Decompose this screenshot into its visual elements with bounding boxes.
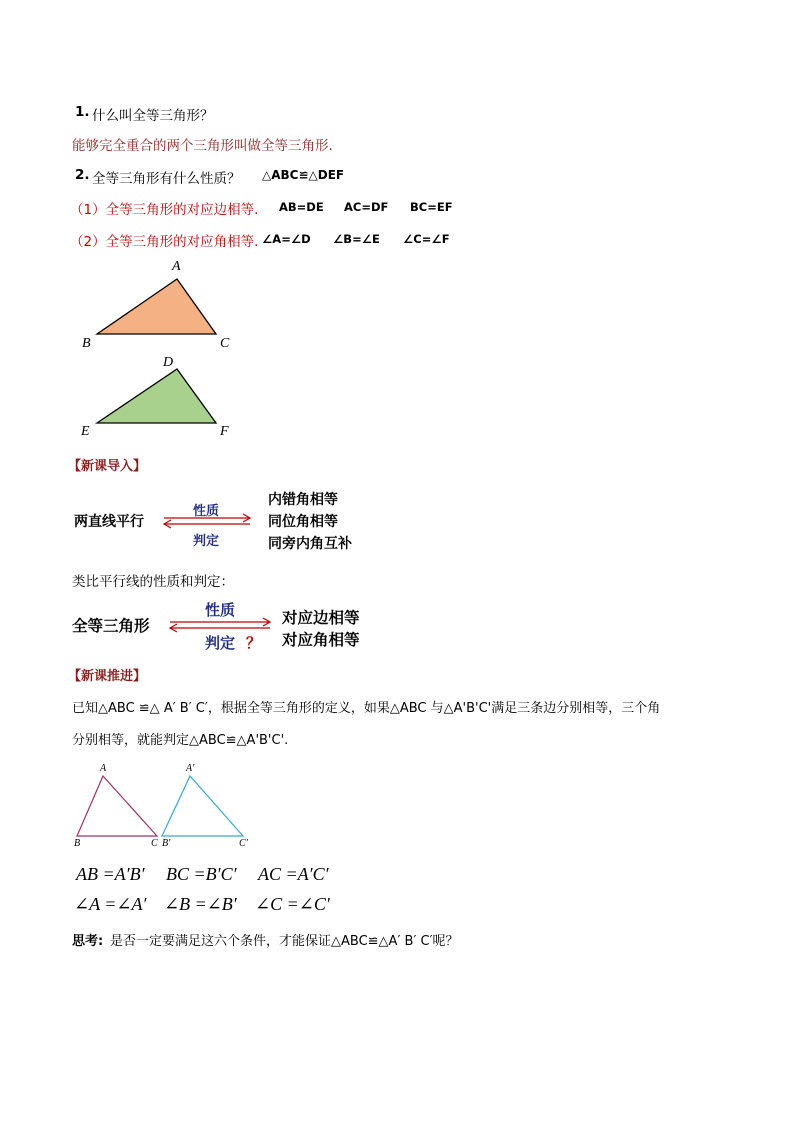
- diagram1-bottom-label: 判定: [193, 534, 220, 549]
- prop2-eq3: ∠C=∠F: [403, 232, 450, 246]
- prop1-label: （1）全等三角形的对应边相等.: [70, 202, 259, 218]
- q2-relation: △ABC≌△DEF: [262, 168, 345, 182]
- vertex-label-b: B: [82, 336, 91, 351]
- section-new-lesson-advance: 【新课推进】: [68, 669, 147, 684]
- prop2-label: （2）全等三角形的对应角相等.: [70, 234, 259, 250]
- section-new-lesson-intro: 【新课导入】: [68, 459, 147, 474]
- vertex-label-e: E: [81, 424, 90, 439]
- triangle-a1b1c1-outline: [162, 776, 243, 836]
- diagram2-left: 全等三角形: [72, 617, 150, 635]
- diagram2-question-mark: ？: [246, 634, 262, 652]
- diagram2-arrows: [170, 618, 270, 632]
- diagram1-top-label: 性质: [193, 504, 220, 519]
- vertex-label-a: A: [172, 259, 181, 274]
- small-vertex-b: B: [74, 838, 81, 849]
- paragraph-line-1: 已知△ABC ≌△ A′ B′ C′，根据全等三角形的定义，如果△ABC 与△A'B'C'满足三条边分别相等，三个角: [72, 701, 661, 716]
- vertex-label-f: F: [220, 424, 229, 439]
- triangle-abc: [97, 279, 216, 334]
- prop1-eq2: AC=DF: [344, 200, 389, 214]
- q2-text: 全等三角形有什么性质？: [92, 171, 241, 187]
- prop2-eq1: ∠A=∠D: [262, 232, 311, 246]
- q1-number: 1.: [75, 104, 90, 120]
- small-vertex-c-prime: C′: [239, 838, 248, 849]
- diagram2-top-label: 性质: [205, 601, 236, 619]
- q1-text: 什么叫全等三角形？: [92, 108, 214, 124]
- think-text: 是否一定要满足这六个条件，才能保证△ABC≌△A′ B′ C′呢？: [110, 934, 459, 949]
- equation-ac: AC =A′C′: [258, 864, 329, 884]
- analogy-text: 类比平行线的性质和判定：: [72, 574, 234, 590]
- small-vertex-c: C: [151, 838, 158, 849]
- diagram1-result-1: 内错角相等: [268, 492, 338, 508]
- prop2-eq2: ∠B=∠E: [333, 232, 380, 246]
- small-vertex-a-prime: A′: [186, 763, 195, 774]
- prop1-eq3: BC=EF: [410, 200, 453, 214]
- diagram2-result-1: 对应边相等: [282, 609, 360, 627]
- triangle-abc-outline: [77, 776, 157, 836]
- vertex-label-d: D: [163, 355, 174, 370]
- a1-text: 能够完全重合的两个三角形叫做全等三角形.: [72, 138, 333, 154]
- small-vertex-a: A: [100, 763, 107, 774]
- diagram1-result-3: 同旁内角互补: [268, 536, 352, 552]
- diagram1-left: 两直线平行: [74, 514, 144, 530]
- equation-angle-b: ∠B =∠B′: [164, 894, 237, 914]
- diagram1-result-2: 同位角相等: [268, 514, 338, 530]
- q2-number: 2.: [75, 167, 90, 183]
- think-label: 思考:: [72, 934, 104, 949]
- equation-bc: BC =B′C′: [166, 864, 237, 884]
- small-vertex-b-prime: B′: [162, 838, 171, 849]
- paragraph-line-2: 分别相等，就能判定△ABC≌△A'B'C'.: [72, 733, 289, 748]
- equation-angle-c: ∠C =∠C′: [255, 894, 330, 914]
- triangle-def: [97, 369, 216, 423]
- diagram2-result-2: 对应角相等: [282, 631, 360, 649]
- equation-angle-a: ∠A =∠A′: [74, 894, 147, 914]
- vertex-label-c: C: [220, 336, 230, 351]
- diagram2-bottom-label: 判定: [205, 634, 236, 652]
- equation-ab: AB =A′B′: [76, 864, 145, 884]
- prop1-eq1: AB=DE: [279, 200, 324, 214]
